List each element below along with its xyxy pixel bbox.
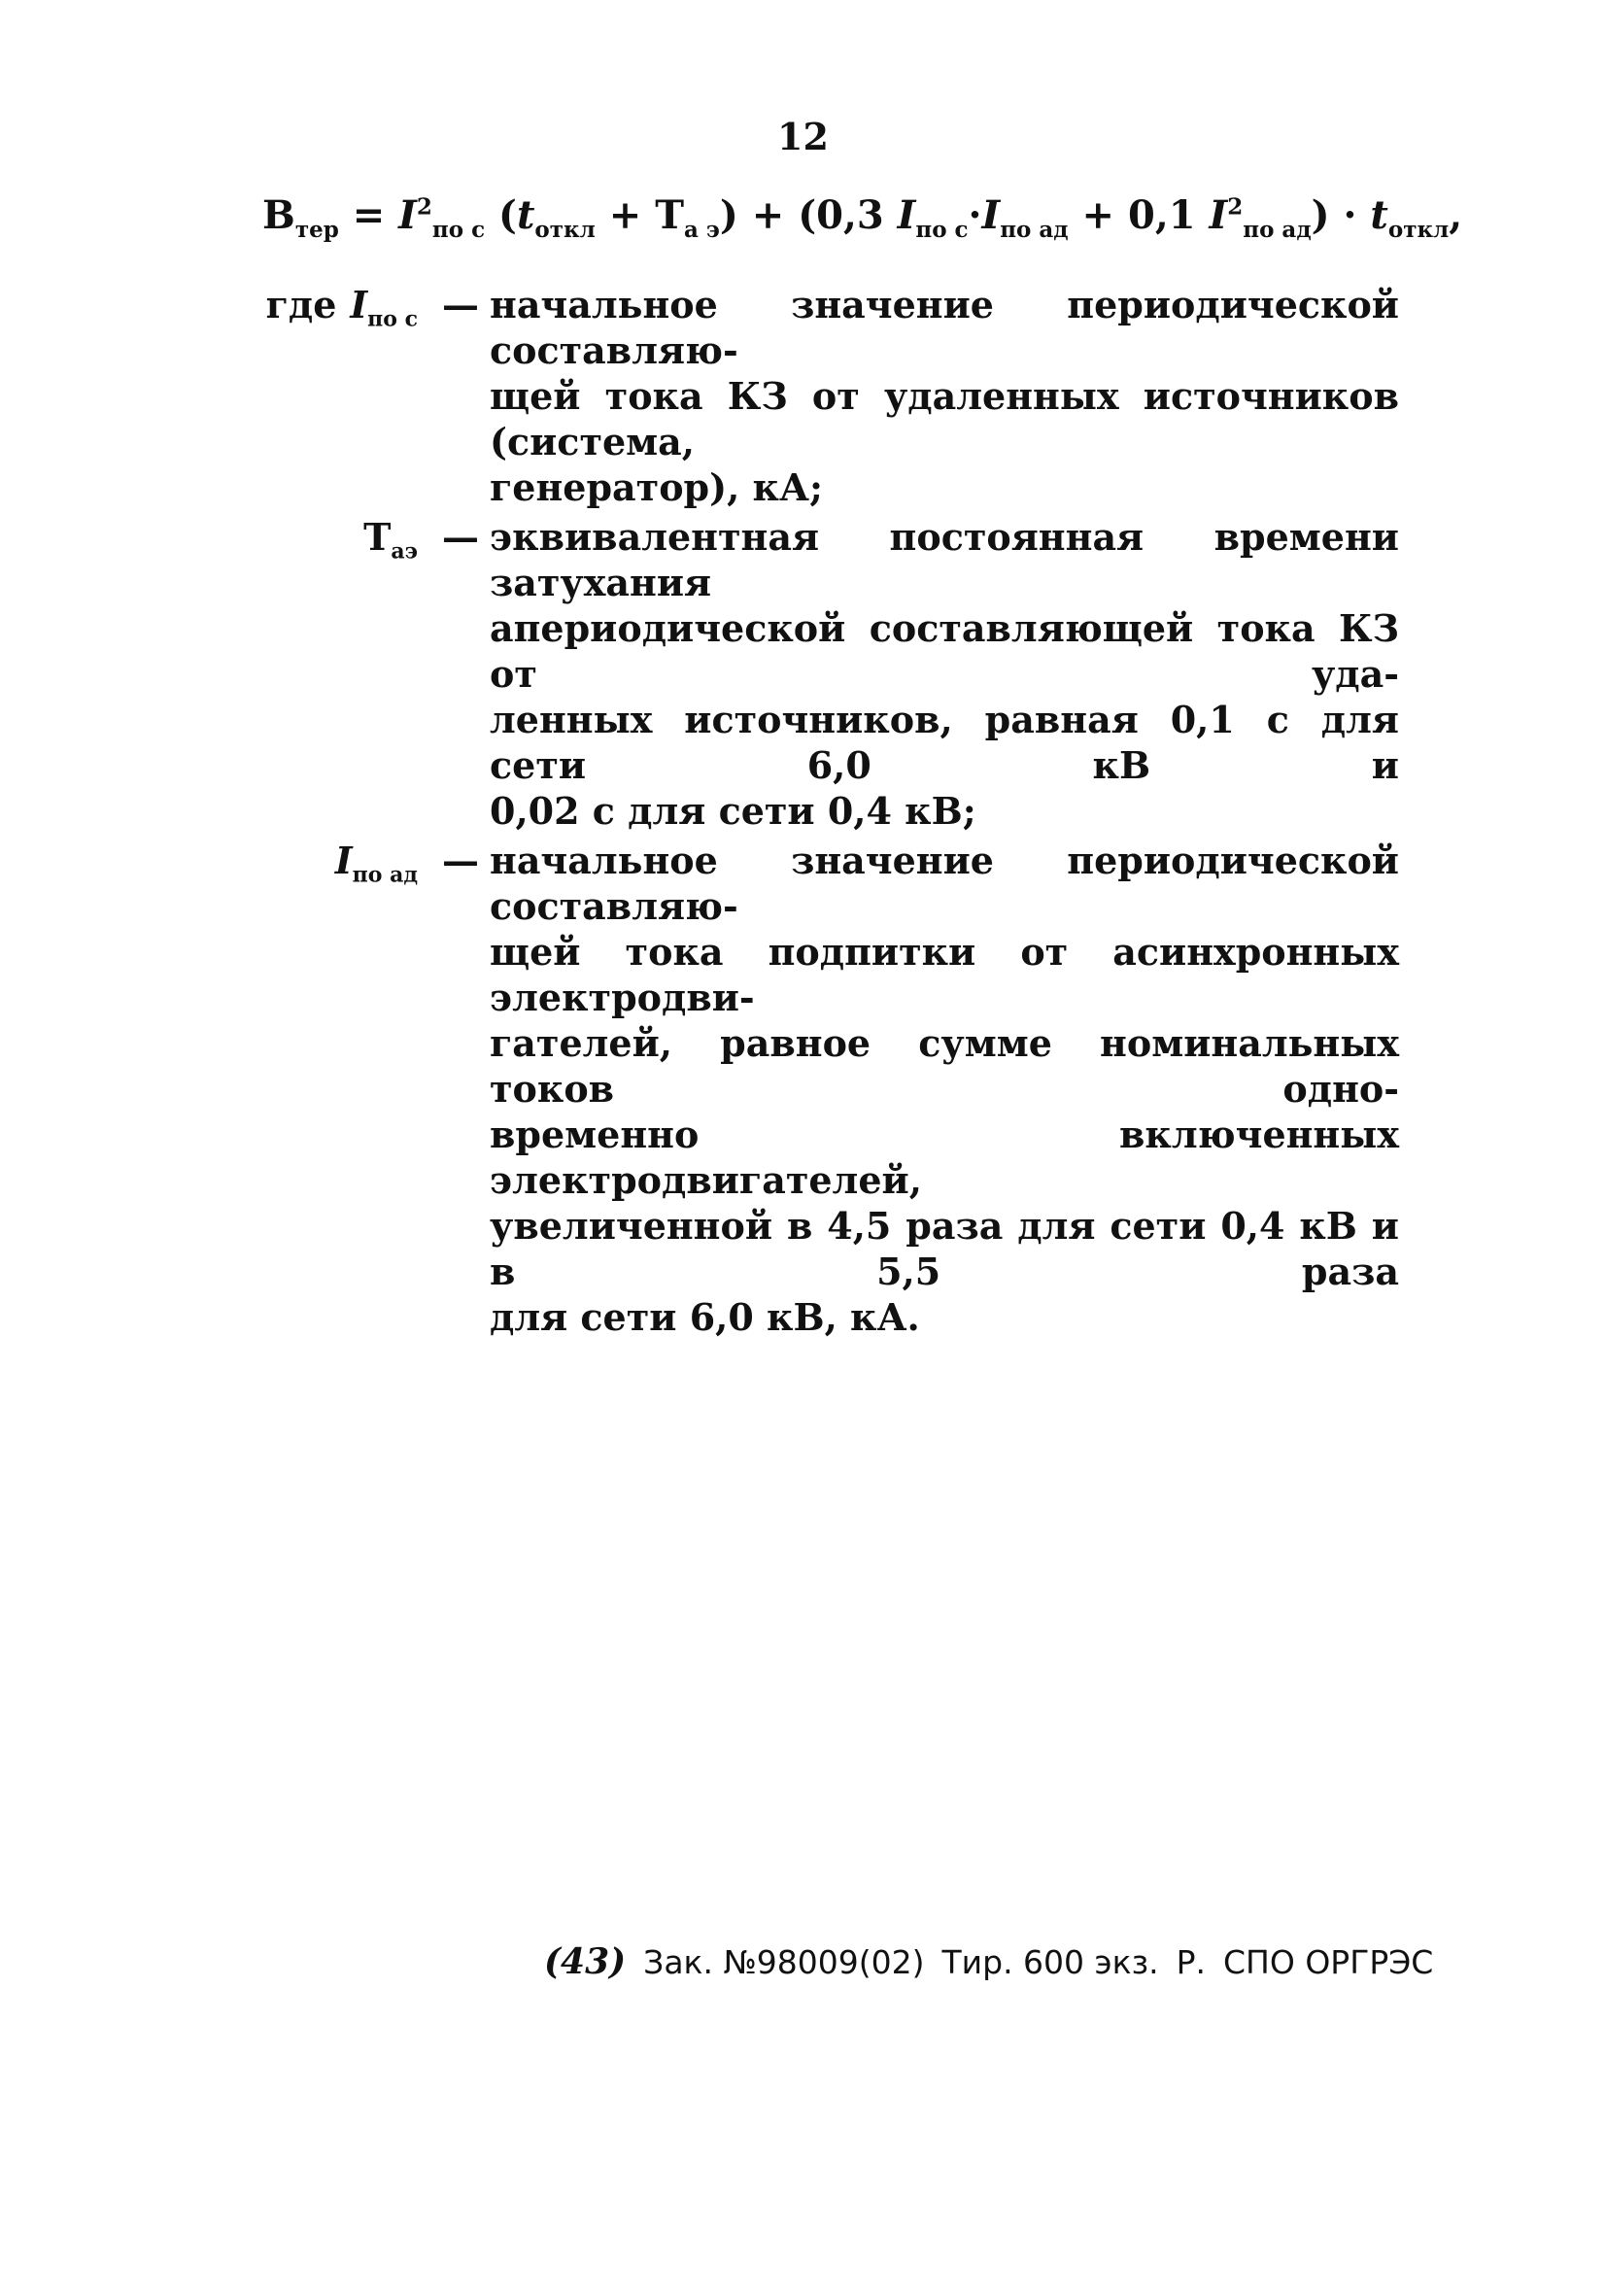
definition-line: для сети 6,0 кВ, кА. — [490, 1295, 920, 1339]
definition-text — [490, 514, 1399, 834]
formula-dot1: · — [968, 192, 982, 238]
formula-i1-sup: 2 — [416, 193, 432, 221]
print-run: Тир. 600 экз. — [941, 1943, 1159, 1981]
definition-line: генератор), кА; — [490, 465, 823, 509]
formula-ta-sub: а э — [683, 217, 720, 243]
definition-line: гателей, равное сумме номинальных токов одно- — [490, 1021, 1399, 1111]
definition-text — [490, 282, 1399, 510]
formula-t1-sub: откл — [534, 217, 596, 243]
symbol-letter: I — [334, 839, 353, 882]
definition-prefix: где — [265, 283, 337, 326]
definition-line: ленных источников, равная 0,1 с для сети 6,0 кВ и — [490, 698, 1399, 787]
definition-line: начальное значение периодической составляю- — [490, 839, 1399, 928]
letter-mark: Р. — [1176, 1943, 1206, 1981]
formula-i2: I — [897, 192, 916, 238]
formula-t2-sub: откл — [1387, 217, 1450, 243]
formula-eq: = — [338, 192, 399, 238]
definitions-list — [253, 282, 1399, 1344]
definition-line: апериодической составляющей тока КЗ от уда- — [490, 606, 1399, 696]
formula-i1: I — [398, 192, 417, 238]
formula-open1: ( — [485, 192, 517, 238]
formula-t2: t — [1370, 192, 1388, 238]
colophon — [544, 1941, 1434, 1982]
formula-t1: t — [516, 192, 535, 238]
formula-plus1: + Т — [595, 192, 684, 238]
definition-line: увеличенной в 4,5 раза для сети 0,4 кВ и в 5,5 раза — [490, 1204, 1399, 1293]
formula-end: , — [1449, 192, 1463, 238]
formula-thermal-pulse — [262, 185, 1463, 249]
definition-line: начальное значение периодической составляю- — [490, 283, 1399, 372]
definition-symbol — [253, 838, 431, 899]
definition-line: временно включенных электродвигателей, — [490, 1113, 1399, 1202]
formula-lhs-sub: тер — [294, 217, 339, 243]
definition-item — [253, 514, 1399, 834]
publisher-name: СПО ОРГРЭС — [1223, 1943, 1434, 1981]
formula-i4-sub: по ад — [1243, 217, 1312, 243]
formula-lhs: В — [262, 192, 295, 238]
symbol-letter: Т — [363, 515, 392, 559]
page-number: 12 — [777, 115, 829, 158]
definition-symbol — [253, 514, 431, 575]
symbol-sub: аэ — [391, 538, 418, 565]
formula-i4: I — [1209, 192, 1228, 238]
definition-dash: — — [442, 515, 479, 559]
definition-line: 0,02 с для сети 0,4 кВ; — [490, 789, 976, 833]
formula-i2-sub: по с — [915, 217, 969, 243]
definition-dash: — — [442, 839, 479, 882]
symbol-sub: по с — [367, 306, 418, 332]
definition-symbol — [253, 282, 431, 343]
definition-line: щей тока подпитки от асинхронных электродви- — [490, 930, 1399, 1019]
handwritten-number: (43) — [544, 1941, 627, 1982]
formula-i3: I — [981, 192, 1001, 238]
definition-item — [253, 282, 1399, 510]
order-number: Зак. №98009(02) — [643, 1943, 925, 1981]
formula-i4-sup: 2 — [1227, 193, 1244, 221]
definition-item — [253, 838, 1399, 1340]
formula-plus2: + 0,1 — [1068, 192, 1210, 238]
definition-text — [490, 838, 1399, 1340]
symbol-letter: I — [350, 283, 368, 326]
formula-i1-sub: по с — [431, 217, 486, 243]
definition-line: эквивалентная постоянная времени затухания — [490, 515, 1399, 604]
formula-close1: ) + (0,3 — [719, 192, 898, 238]
symbol-sub: по ад — [352, 862, 418, 888]
formula-i3-sub: по ад — [1000, 217, 1069, 243]
definition-dash: — — [442, 283, 479, 326]
definition-line: щей тока КЗ от удаленных источников (система, — [490, 374, 1399, 463]
formula-close2: ) · — [1311, 192, 1371, 238]
